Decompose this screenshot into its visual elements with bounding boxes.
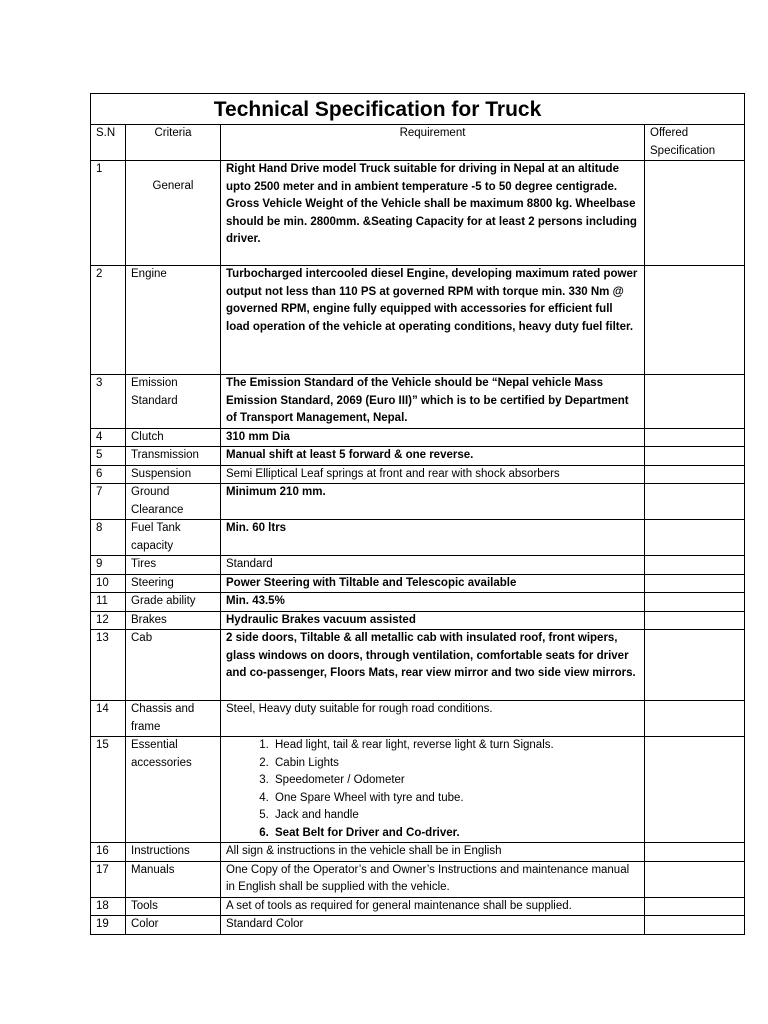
document-title: Technical Specification for Truck <box>213 98 542 121</box>
table-row <box>91 611 745 630</box>
list-item: 5. Jack and handle <box>272 807 639 825</box>
row-criteria: Ground Clearance <box>126 484 221 520</box>
header-offered: Offered Specification <box>645 125 745 161</box>
row-requirement: Standard Color <box>221 916 645 935</box>
list-item: 3. Speedometer / Odometer <box>272 772 639 790</box>
row-criteria: Suspension <box>126 465 221 484</box>
row-sn: 15 <box>91 737 126 843</box>
row-sn: 19 <box>91 916 126 935</box>
row-offered[interactable] <box>645 375 745 429</box>
row-requirement: Min. 60 ltrs <box>221 520 645 556</box>
row-requirement: Power Steering with Tiltable and Telescopic available <box>221 574 645 593</box>
row-requirement: A set of tools as required for general maintenance shall be supplied. <box>221 897 645 916</box>
row-requirement: Min. 43.5% <box>221 593 645 612</box>
row-sn: 4 <box>91 428 126 447</box>
row-criteria: Transmission <box>126 447 221 466</box>
row-offered[interactable] <box>645 843 745 862</box>
row-criteria: Manuals <box>126 861 221 897</box>
row-sn: 3 <box>91 375 126 429</box>
row-sn: 14 <box>91 701 126 737</box>
list-item: 2. Cabin Lights <box>272 755 639 773</box>
spec-table <box>90 93 745 935</box>
row-criteria: Grade ability <box>126 593 221 612</box>
row-sn: 1 <box>91 161 126 266</box>
row-requirement: Right Hand Drive model Truck suitable for driving in Nepal at an altitude upto 2500 meter and in ambient temperature -5 to 50 degree centigrade. Gross Vehicle Weight of the Vehicle shall be maximum 8800 kg. Wheelbase should be min. 2800mm. &Seating Capacity for at least 2 persons including driver. <box>221 161 645 266</box>
row-requirement: Manual shift at least 5 forward & one reverse. <box>221 447 645 466</box>
row-criteria <box>126 161 221 266</box>
row-criteria: Instructions <box>126 843 221 862</box>
row-offered[interactable] <box>645 630 745 701</box>
row-requirement: Semi Elliptical Leaf springs at front and rear with shock absorbers <box>221 465 645 484</box>
row-sn: 13 <box>91 630 126 701</box>
row-criteria: Steering <box>126 574 221 593</box>
row-requirement: All sign & instructions in the vehicle shall be in English <box>221 843 645 862</box>
row-criteria: Emission Standard <box>126 375 221 429</box>
table-row <box>91 574 745 593</box>
list-item: 6. Seat Belt for Driver and Co-driver. <box>272 825 639 843</box>
table-row <box>91 520 745 556</box>
title-cell <box>91 94 745 125</box>
row-requirement: One Copy of the Operator’s and Owner’s Instructions and maintenance manual in English shall be supplied with the vehicle. <box>221 861 645 897</box>
row-requirement: 2 side doors, Tiltable & all metallic cab with insulated roof, front wipers, glass windows on doors, through ventilation, comfortable seats for driver and co-passenger, Floors Mats, rear view mirror and two side view mirrors. <box>221 630 645 701</box>
row-requirement: Steel, Heavy duty suitable for rough road conditions. <box>221 701 645 737</box>
table-row <box>91 484 745 520</box>
row-sn: 7 <box>91 484 126 520</box>
row-offered[interactable] <box>645 465 745 484</box>
row-requirement: Turbocharged intercooled diesel Engine, developing maximum rated power output not less than 110 PS at governed RPM with torque min. 330 Nm @ governed RPM, engine fully equipped with accessories for efficient full load operation of the vehicle at operating conditions, heavy duty fuel filter. <box>221 266 645 375</box>
table-row <box>91 737 745 843</box>
table-row <box>91 593 745 612</box>
row-sn: 5 <box>91 447 126 466</box>
list-item: 4. One Spare Wheel with tyre and tube. <box>272 790 639 808</box>
row-requirement: Standard <box>221 556 645 575</box>
row-requirement: 310 mm Dia <box>221 428 645 447</box>
row-requirement: Hydraulic Brakes vacuum assisted <box>221 611 645 630</box>
row-criteria: Chassis and frame <box>126 701 221 737</box>
row-requirement: The Emission Standard of the Vehicle should be “Nepal vehicle Mass Emission Standard, 2069 (Euro III)” which is to be certified by Department of Transport Management, Nepal. <box>221 375 645 429</box>
row-criteria: Engine <box>126 266 221 375</box>
row-criteria: Brakes <box>126 611 221 630</box>
table-row <box>91 266 745 375</box>
table-row <box>91 375 745 429</box>
row-offered[interactable] <box>645 266 745 375</box>
row-sn: 12 <box>91 611 126 630</box>
row-sn: 2 <box>91 266 126 375</box>
table-row <box>91 897 745 916</box>
table-row <box>91 843 745 862</box>
row-offered[interactable] <box>645 484 745 520</box>
table-row <box>91 916 745 935</box>
list-item: 1. Head light, tail & rear light, reverse light & turn Signals. <box>272 737 639 755</box>
row-offered[interactable] <box>645 520 745 556</box>
row-offered[interactable] <box>645 701 745 737</box>
row-criteria: Tools <box>126 897 221 916</box>
row-criteria: Fuel Tank capacity <box>126 520 221 556</box>
table-row <box>91 701 745 737</box>
row-requirement <box>221 737 645 843</box>
row-criteria: Tires <box>126 556 221 575</box>
row-sn: 17 <box>91 861 126 897</box>
row-offered[interactable] <box>645 916 745 935</box>
row-criteria: Cab <box>126 630 221 701</box>
row-offered[interactable] <box>645 897 745 916</box>
row-offered[interactable] <box>645 593 745 612</box>
row-offered[interactable] <box>645 556 745 575</box>
row-sn: 16 <box>91 843 126 862</box>
row-offered[interactable] <box>645 737 745 843</box>
table-row <box>91 556 745 575</box>
table-row <box>91 465 745 484</box>
row-offered[interactable] <box>645 574 745 593</box>
row-sn: 9 <box>91 556 126 575</box>
row-sn: 8 <box>91 520 126 556</box>
row-sn: 18 <box>91 897 126 916</box>
row-offered[interactable] <box>645 447 745 466</box>
row-criteria: Clutch <box>126 428 221 447</box>
row-criteria: Color <box>126 916 221 935</box>
row-offered[interactable] <box>645 861 745 897</box>
row-offered[interactable] <box>645 611 745 630</box>
header-sn: S.N <box>91 125 126 161</box>
row-sn: 11 <box>91 593 126 612</box>
row-requirement: Minimum 210 mm. <box>221 484 645 520</box>
title-row <box>91 94 745 125</box>
table-row <box>91 447 745 466</box>
table-row <box>91 861 745 897</box>
table-row <box>91 161 745 266</box>
row-offered[interactable] <box>645 428 745 447</box>
accessories-list <box>226 737 639 842</box>
header-requirement: Requirement <box>221 125 645 161</box>
row-sn: 10 <box>91 574 126 593</box>
table-row <box>91 630 745 701</box>
row-criteria: Essential accessories <box>126 737 221 843</box>
row-sn: 6 <box>91 465 126 484</box>
header-criteria: Criteria <box>126 125 221 161</box>
row-offered[interactable] <box>645 161 745 266</box>
criteria-text: General <box>152 180 194 192</box>
table-row <box>91 428 745 447</box>
header-row <box>91 125 745 161</box>
